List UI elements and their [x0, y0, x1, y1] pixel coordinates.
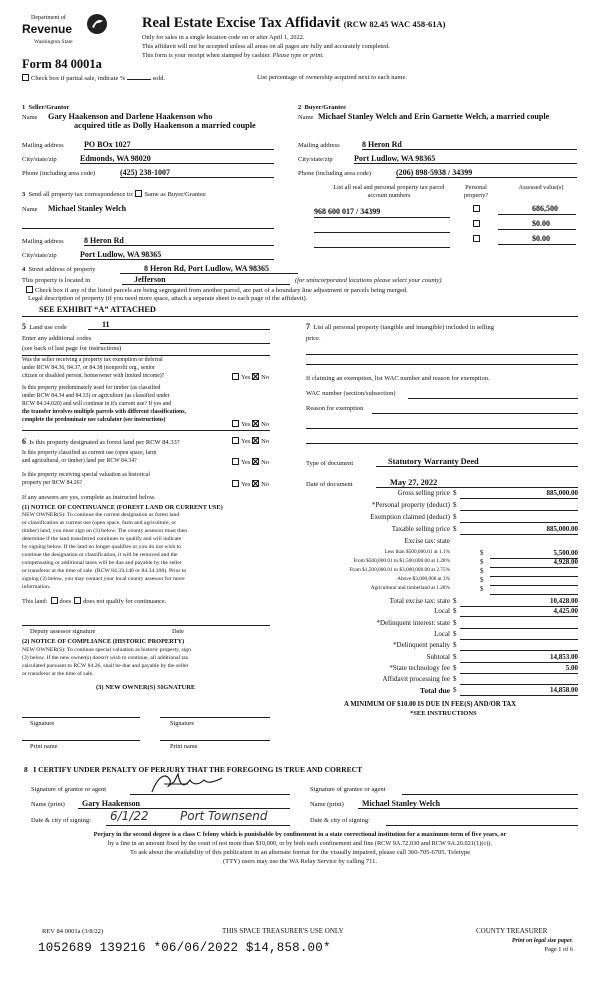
tax-row-value[interactable]	[460, 513, 578, 523]
form-title-text: Real Estate Excise Tax Affidavit	[142, 15, 341, 31]
sec5-label: Land use code	[29, 324, 67, 331]
sec6-thisland-row	[22, 597, 166, 605]
sec5-rule-2	[22, 430, 270, 431]
buyer-city-label: City/state/zip	[298, 156, 333, 163]
tax-row-value[interactable]: 885,000.00	[460, 489, 578, 499]
sec6-notice2: (2) NOTICE OF COMPLIANCE (HISTORIC PROPERTY)	[22, 638, 185, 645]
sec6-q1-yes-checkbox[interactable]	[232, 437, 239, 444]
buyer-section-label: 2 Buyer/Grantee	[298, 104, 347, 111]
tax-row-dollar: $	[453, 597, 457, 605]
sec6-n2: or classification as current use (open space, farm and agriculture, or	[22, 520, 177, 526]
sec6-q2b: and agricultural, or timber) land per RCW 84.34?	[22, 458, 137, 464]
seller-mail[interactable]: PO BOx 1027	[84, 140, 274, 150]
form-title	[142, 15, 445, 32]
tax-row-dollar: $	[480, 576, 484, 584]
sec6-n1: NEW OWNER(S): To continue the current designation as forest land	[22, 512, 180, 518]
sec5-q1-yes-checkbox[interactable]	[232, 373, 239, 380]
tax-row-label: Gross selling price	[397, 489, 450, 497]
seller-phone-label: Phone (including area code)	[22, 170, 96, 177]
legal-paper-note: Print on legal size paper.	[511, 938, 573, 944]
sec6-n4: determine if the land transferred continues to qualify and will indicate	[22, 536, 182, 542]
sec3-name-label: Name	[22, 206, 38, 213]
total-due-label: Total due	[420, 686, 450, 695]
segregated-checkbox[interactable]	[26, 286, 33, 293]
new-owner-sig-line-2[interactable]	[160, 717, 270, 718]
tax-row-label: *Personal property (deduct)	[371, 501, 450, 509]
seller-label: Seller/Grantor	[28, 104, 70, 111]
tax-row-label: Local	[434, 607, 450, 615]
sec6-n9: signing (3) below, you may contact your local county assessor for more	[22, 576, 185, 582]
tax-row-label: Taxable selling price	[391, 525, 450, 533]
minimum-note: A MINIMUM OF $10.00 IS DUE IN FEE(S) AND/OR TAX	[344, 701, 517, 708]
tax-row-label: From $1,500,000.01 to $3,000,000.00 at 2.75%	[349, 567, 450, 573]
sec5-additional: Enter any additional codes	[22, 335, 92, 342]
sec6-h1: NEW OWNER(S): To continue special valuation as historic property, sign	[22, 647, 191, 653]
subtitle-1: Only for sales in a single location code on or after April 1, 2022.	[142, 34, 305, 41]
sec6-q3-answer	[232, 480, 269, 488]
tax-row-dollar: $	[480, 558, 484, 566]
yes-label: Yes	[241, 374, 251, 381]
seller-city-label: City/state/zip	[22, 156, 57, 163]
partial-sold-label: sold.	[152, 75, 166, 82]
tax-row-label: Affidavit processing fee	[382, 675, 450, 683]
tax-row-label: Agricultural and timberland at 1.28%	[370, 585, 450, 591]
buyer-phone[interactable]: (206) 898-5938 / 34399	[396, 168, 577, 178]
tax-row-dollar: $	[453, 607, 457, 615]
tax-row-dollar: $	[453, 489, 457, 497]
tax-row-label: From $500,000.01 to $1,500,000.00 at 1.28%	[353, 558, 450, 564]
sec5-q2e: complete the predominate use calculator (see instructions)	[22, 417, 166, 423]
tax-row-value[interactable]: 4,928.00	[490, 558, 578, 568]
sec5-q2-no-checkbox[interactable]	[252, 420, 259, 427]
sec3-name-line	[22, 228, 274, 229]
sec5-rule-1	[22, 355, 270, 356]
new-owner-print-label-2: Print name	[170, 743, 198, 750]
perjury-2: by a fine in an amount fixed by the court of not more than $10,000, or by both such confinement and fine (RCW 9A.72.030 and RCW 9A.20.021(1)(c)).	[108, 840, 492, 847]
grantee-sig-label: Signature of grantee or agent	[310, 786, 386, 793]
tax-row-value[interactable]	[460, 501, 578, 511]
yes-label: Yes	[241, 459, 251, 466]
perjury-4: (TTY) users may use the WA Relay Service by calling 711.	[223, 858, 377, 865]
partial-sale-checkbox[interactable]	[22, 74, 29, 81]
tax-row-label: *Delinquent penalty	[393, 641, 450, 649]
parcels-col2: Personal property?	[463, 184, 489, 199]
seller-name: Gary Haakenson and Darlene Haakenson who	[48, 112, 213, 121]
parcels-col3: Assessed value(s)	[518, 184, 564, 191]
sec5-landuse-row: 5 Land use code	[22, 322, 67, 331]
sec5-q2b: under RCW 84.34 and 84.33) or agriculture (as classified under	[22, 393, 170, 399]
grantee-name-label: Name (print)	[310, 801, 344, 808]
tax-row-value[interactable]	[460, 675, 578, 685]
deputy-signature-line[interactable]	[22, 625, 270, 626]
total-due-dollar: $	[453, 686, 457, 694]
sec7-reason-label: Reason for exemption	[306, 405, 364, 412]
sec4-address[interactable]: 8 Heron Rd, Port Ludlow, WA 98365	[120, 264, 298, 274]
no-label: No	[261, 459, 270, 466]
same-as-buyer-label: Same as Buyer/Grantee	[144, 191, 206, 198]
sec5-q1a: Was the seller receiving a property tax exemption or deferral	[22, 357, 163, 363]
total-due-value[interactable]: 14,858.00	[460, 686, 578, 696]
deputy-date-label: Date	[172, 628, 184, 635]
certify-text: I CERTIFY UNDER PENALTY OF PERJURY THAT THE FOREGOING IS TRUE AND CORRECT	[33, 765, 363, 774]
buyer-mail-label: Mailing address	[298, 142, 340, 149]
new-owner-print-line-2[interactable]	[160, 740, 270, 741]
perjury-3: To ask about the availability of this publication in an alternate format for the visually impaired, please call 360-705-6705. Teletype	[130, 849, 470, 856]
parcel-number-3[interactable]	[314, 237, 450, 248]
sec5-code[interactable]: 11	[88, 320, 270, 330]
does-label: does	[59, 598, 72, 605]
yes-label: Yes	[241, 438, 251, 445]
buyer-label: Buyer/Grantee	[304, 104, 347, 111]
new-owner-sig-label-1: Signature	[30, 720, 55, 727]
segregated-label: Check box if any of the listed parcels are being segregated from another parcel, are part of a boundary line adjustment or parcels being merged.	[35, 287, 408, 294]
new-owner-sig-line-1[interactable]	[22, 717, 140, 718]
sec4-located-label: This property is located in	[22, 277, 91, 284]
thisland-label: This land:	[22, 598, 48, 605]
seller-city[interactable]: Edmonds, WA 98020	[80, 154, 274, 164]
tax-row-label: Excise tax: state	[404, 537, 450, 545]
buyer-name-label: Name	[298, 114, 314, 121]
doc-type-label: Type of document	[306, 460, 354, 467]
parcels-col1: List all real and personal property tax parcel account numbers	[333, 184, 445, 199]
personal-property-checkbox-1[interactable]	[473, 205, 480, 212]
agency-logo-text: Revenue	[22, 22, 73, 36]
yes-label: Yes	[241, 481, 251, 488]
tax-row-dollar: $	[453, 653, 457, 661]
buyer-phone-label: Phone (including area code)	[298, 170, 372, 177]
same-as-buyer-checkbox[interactable]	[135, 190, 142, 197]
sec5-q2-answer	[232, 420, 269, 428]
partial-sale-label: Check box if partial sale, indicate %	[31, 75, 126, 82]
revenue-logo-icon	[86, 13, 108, 35]
seller-name-label: Name	[22, 114, 38, 121]
page-number: Page 1 of 6	[544, 946, 573, 953]
sec5-q2d: the transfer involves multiple parcels with different classifications,	[22, 409, 186, 415]
sec4-legal: Legal description of property (if you need more space, attach a separate sheet to each page of the affidavit).	[28, 295, 308, 302]
sec7-wac-label: WAC number (section/subsection)	[306, 390, 396, 397]
personal-property-checkbox-3[interactable]	[473, 235, 480, 242]
tax-row-value[interactable]: 5.00	[460, 664, 578, 674]
sec6-q2a: Is this property classified as current use (open space, farm	[22, 450, 157, 456]
buyer-name: Michael Stanley Welch and Erin Garnette Welch, a married couple	[318, 112, 550, 121]
form-statute: (RCW 82.45 WAC 458-61A)	[343, 19, 446, 29]
tax-row-label: Subtotal	[426, 653, 450, 661]
tax-row-label: Exemption claimed (deduct)	[370, 513, 450, 521]
tax-row-dollar: $	[453, 513, 457, 521]
state-label: Washington State	[34, 39, 73, 45]
tax-row-dollar: $	[480, 585, 484, 593]
sec3-row: 3 Send all property tax correspondence to: Same as Buyer/Grantee	[22, 191, 206, 198]
tax-row-dollar: $	[453, 664, 457, 672]
deputy-label: Deputy assessor signature	[30, 628, 96, 635]
sec4-legal-line	[22, 316, 578, 317]
tax-row-value[interactable]	[490, 585, 578, 595]
tax-row-value[interactable]: 4,425.00	[460, 607, 578, 617]
tax-row-label: Total excise tax: state	[389, 597, 450, 605]
grantor-name-label: Name (print)	[31, 801, 65, 808]
rev-number: REV 84 0001a (3/8/22)	[42, 928, 104, 935]
tax-row-dollar: $	[453, 619, 457, 627]
seller-phone[interactable]: (425) 238-1007	[120, 168, 274, 178]
sec5-q2-yes-checkbox[interactable]	[232, 420, 239, 427]
subtitle-3	[142, 52, 324, 59]
tax-row-dollar: $	[480, 549, 484, 557]
sec6-q1-answer	[232, 437, 269, 445]
subtitle-3-text: This form is your receipt when stamped by cashier.	[142, 52, 271, 59]
land-does-checkbox[interactable]	[51, 597, 58, 604]
sec5-q1c: citizen or disabled person, homeowner with limited income)?	[22, 373, 165, 379]
sec3-mail[interactable]: 8 Heron Rd	[84, 236, 274, 246]
sec6-ifany: If any answers are yes, complete as instructed below.	[22, 494, 156, 501]
sec5-q1-no-checkbox[interactable]	[252, 373, 259, 380]
tax-row-value[interactable]	[460, 630, 578, 640]
new-owner-print-label-1: Print name	[30, 743, 58, 750]
grantor-city: Port Townsend	[180, 809, 268, 823]
sec7-label: List all personal property (tangible and intangible) included in selling	[313, 324, 494, 331]
sec6-q3a: Is this property receiving special valuation as historical	[22, 472, 150, 478]
sec5-q2c: RCW 84.34.020) and will continue in it's current use? If yes and	[22, 401, 172, 407]
parcel-personal-3	[473, 235, 482, 243]
sec4-located-note: (for unincorporated locations please select your county)	[295, 277, 442, 284]
grantor-date-line[interactable]	[106, 825, 290, 826]
sec5-seeback: (see back of last page for instructions)	[22, 345, 122, 352]
new-owner-print-line-1[interactable]	[22, 740, 140, 741]
sec6-q1-row: 6 Is this property designated as forest land per RCW 84.33?	[22, 437, 180, 446]
grantor-date-label: Date & city of signing:	[31, 817, 91, 824]
sec7-label-2: price.	[306, 335, 321, 342]
tax-row-dollar: $	[453, 630, 457, 638]
sec6-n6: continue the designation or classification, it will be removed and the	[22, 552, 178, 558]
sec5-additional-line	[100, 343, 270, 344]
sec3-mail-label: Mailing address	[22, 238, 64, 245]
tax-row-value[interactable]	[460, 641, 578, 651]
tax-row-label: Local	[434, 630, 450, 638]
tax-row-dollar: $	[453, 675, 457, 683]
sec6-h2: (3) below. If the new owner(s) doesn't wish to continue, all additional tax	[22, 655, 189, 661]
sec7-exemption: If claiming an exemption, list WAC number and reason for exemption.	[306, 375, 490, 382]
parcel-value-3[interactable]: $0.00	[498, 234, 576, 245]
grantee-date-line[interactable]	[386, 825, 578, 826]
sec6-q2-yes-checkbox[interactable]	[232, 458, 239, 465]
sec6-n8: or transferor at the time of sale. (RCW 84.33.140 or 84.34.108). Prior to	[22, 568, 187, 574]
buyer-city[interactable]: Port Ludlow, WA 98365	[354, 154, 577, 164]
form-number: Form 84 0001a	[22, 57, 102, 71]
sec6-n10: information.	[22, 584, 51, 590]
sec6-h3: calculated pursuant to RCW 84.26, shall be due and payable by the seller	[22, 663, 189, 669]
parcel-value-2[interactable]: $0.00	[498, 219, 576, 230]
grantee-sig-line[interactable]	[402, 794, 578, 795]
grantee-name[interactable]: Michael Stanley Welch	[358, 799, 578, 809]
tax-row-value[interactable]: 10,428.00	[460, 597, 578, 607]
no-label: No	[261, 438, 270, 445]
tax-row-label: Less than $500,000.01 at 1.1%	[384, 549, 450, 555]
sec6-q2-no-checkbox[interactable]	[252, 458, 259, 465]
seller-name-2: acquired title as Dolly Haakenson a married couple	[74, 121, 256, 130]
grantor-sig-label: Signature of grantor or agent	[31, 786, 107, 793]
sec6-n5: by signing below. If the land no longer qualifies or you do not wish to	[22, 544, 182, 550]
treasurer-use: THIS SPACE TREASURER'S USE ONLY	[222, 927, 344, 935]
sec3-label: Send all property tax correspondence to:	[28, 191, 134, 198]
sec7-wac-line[interactable]	[408, 398, 578, 399]
sec4-label: Street address of property	[28, 266, 96, 273]
see-instructions: *SEE INSTRUCTIONS	[410, 710, 477, 717]
doesnot-label: does not qualify for continuance.	[83, 598, 167, 605]
yes-label: Yes	[241, 421, 251, 428]
seller-mail-label: Mailing address	[22, 142, 64, 149]
parcel-number-2[interactable]	[314, 222, 450, 233]
sec6-n3: timber) land, you must sign on (3) below. The county assessor must then	[22, 528, 188, 534]
doc-date[interactable]: May 27, 2022	[376, 478, 578, 488]
sec6-q3-yes-checkbox[interactable]	[232, 480, 239, 487]
tax-row-value[interactable]: 14,853.00	[460, 653, 578, 663]
sec7-label-row: 7 List all personal property (tangible and intangible) included in selling	[306, 322, 494, 331]
tax-row-label: *State technology fee	[389, 664, 450, 672]
no-label: No	[261, 374, 270, 381]
personal-property-checkbox-2[interactable]	[473, 220, 480, 227]
sec6-notice1: (1) NOTICE OF CONTINUANCE (FOREST LAND OR CURRENT USE)	[22, 504, 223, 511]
subtitle-3-italic: Please type or print.	[272, 52, 324, 59]
sec7-reason-line-2[interactable]	[306, 428, 578, 429]
sec5-q1b: under RCW 84.36, 84.37, or 84.38 (nonprofit org., senior	[22, 365, 155, 371]
parcel-personal-2	[473, 220, 482, 228]
sec6-q1-no-checkbox[interactable]	[252, 437, 259, 444]
doc-type[interactable]: Statutory Warranty Deed	[376, 457, 578, 467]
partial-sale-row	[22, 74, 165, 82]
grantor-date: 6/1/22	[110, 809, 149, 823]
sec6-q3b: property per RCW 84.26?	[22, 480, 83, 486]
sec5-q1-answer	[232, 373, 269, 381]
parcel-value-1[interactable]: 686,500	[498, 204, 576, 215]
perjury-1: Perjury in the second degree is a class C felony which is punishable by confinement in a state correctional institution for a maximum term of five years, or	[93, 831, 507, 838]
no-label: No	[261, 421, 270, 428]
sec5-q2a: Is this property predominately used for timber (as classified	[22, 385, 161, 391]
subtitle-2: This affidavit will not be accepted unless all areas on all pages are fully and accurately completed.	[142, 43, 390, 50]
land-doesnot-checkbox[interactable]	[74, 597, 81, 604]
parcel-number-1[interactable]: 968 600 017 / 34399	[314, 207, 450, 218]
new-owner-sig-label-2: Signature	[170, 720, 195, 727]
tax-row-label: *Delinquent interest: state	[376, 619, 450, 627]
pct-list-note: List percentage of ownership acquired next to each name.	[257, 74, 407, 81]
sec4-segregated-row	[26, 286, 408, 294]
sec6-n7: compensating or additional taxes will be due and payable by the seller	[22, 560, 182, 566]
sec6-h4: or transferor at the time of sale.	[22, 671, 94, 677]
tax-row-label: Above $3,000,000 at 3%	[397, 576, 450, 582]
tax-row-value[interactable]	[460, 619, 578, 629]
sec7-reason-line-1[interactable]	[372, 413, 578, 414]
tax-row-value[interactable]: 5,500.00	[490, 549, 578, 559]
tax-row-dollar: $	[453, 501, 457, 509]
no-label: No	[261, 481, 270, 488]
sec4-exhibit: SEE EXHIBIT “A” ATTACHED	[39, 305, 156, 314]
sec6-q1: Is this property designated as forest land per RCW 84.33?	[29, 439, 180, 446]
tax-row-dollar: $	[480, 567, 484, 575]
seller-section-label: 1 Seller/Grantor	[22, 104, 70, 111]
tax-row-value[interactable]: 885,000.00	[460, 525, 578, 535]
sec7-line-2[interactable]	[306, 364, 578, 365]
dept-label: Department of	[31, 15, 66, 21]
county-treasurer: COUNTY TREASURER	[476, 927, 548, 935]
sec6-sig3: (3) NEW OWNER(S) SIGNATURE	[96, 684, 196, 691]
tax-row-dollar: $	[453, 641, 457, 649]
sec6-q2-answer	[232, 458, 269, 466]
grantor-signature-image	[148, 770, 228, 796]
buyer-mail[interactable]: 8 Heron Rd	[362, 140, 577, 150]
parcel-personal-1	[473, 205, 482, 213]
sec3-city-label: City/state/zip	[22, 252, 57, 259]
sec4-address-row: 4 Street address of property	[22, 266, 96, 273]
sec4-located[interactable]: Jefferson	[122, 275, 290, 285]
tax-row-dollar: $	[453, 525, 457, 533]
sec3-city[interactable]: Port Ludlow, WA 98365	[80, 250, 274, 260]
doc-date-label: Date of document	[306, 481, 353, 488]
grantor-name[interactable]: Gary Haakenson	[78, 799, 290, 809]
sec7-line-1[interactable]	[306, 354, 578, 355]
sec6-q3-no-checkbox[interactable]	[252, 480, 259, 487]
sec8-certify: 8 I CERTIFY UNDER PENALTY OF PERJURY THAT THE FOREGOING IS TRUE AND CORRECT	[24, 765, 363, 774]
grantee-date-label: Date & city of signing:	[310, 817, 370, 824]
receipt-stamp: 1052689 139216 *06/06/2022 $14,858.00*	[38, 941, 331, 955]
sec7-reason-line-3[interactable]	[306, 443, 578, 444]
sec3-name: Michael Stanley Welch	[48, 204, 127, 213]
